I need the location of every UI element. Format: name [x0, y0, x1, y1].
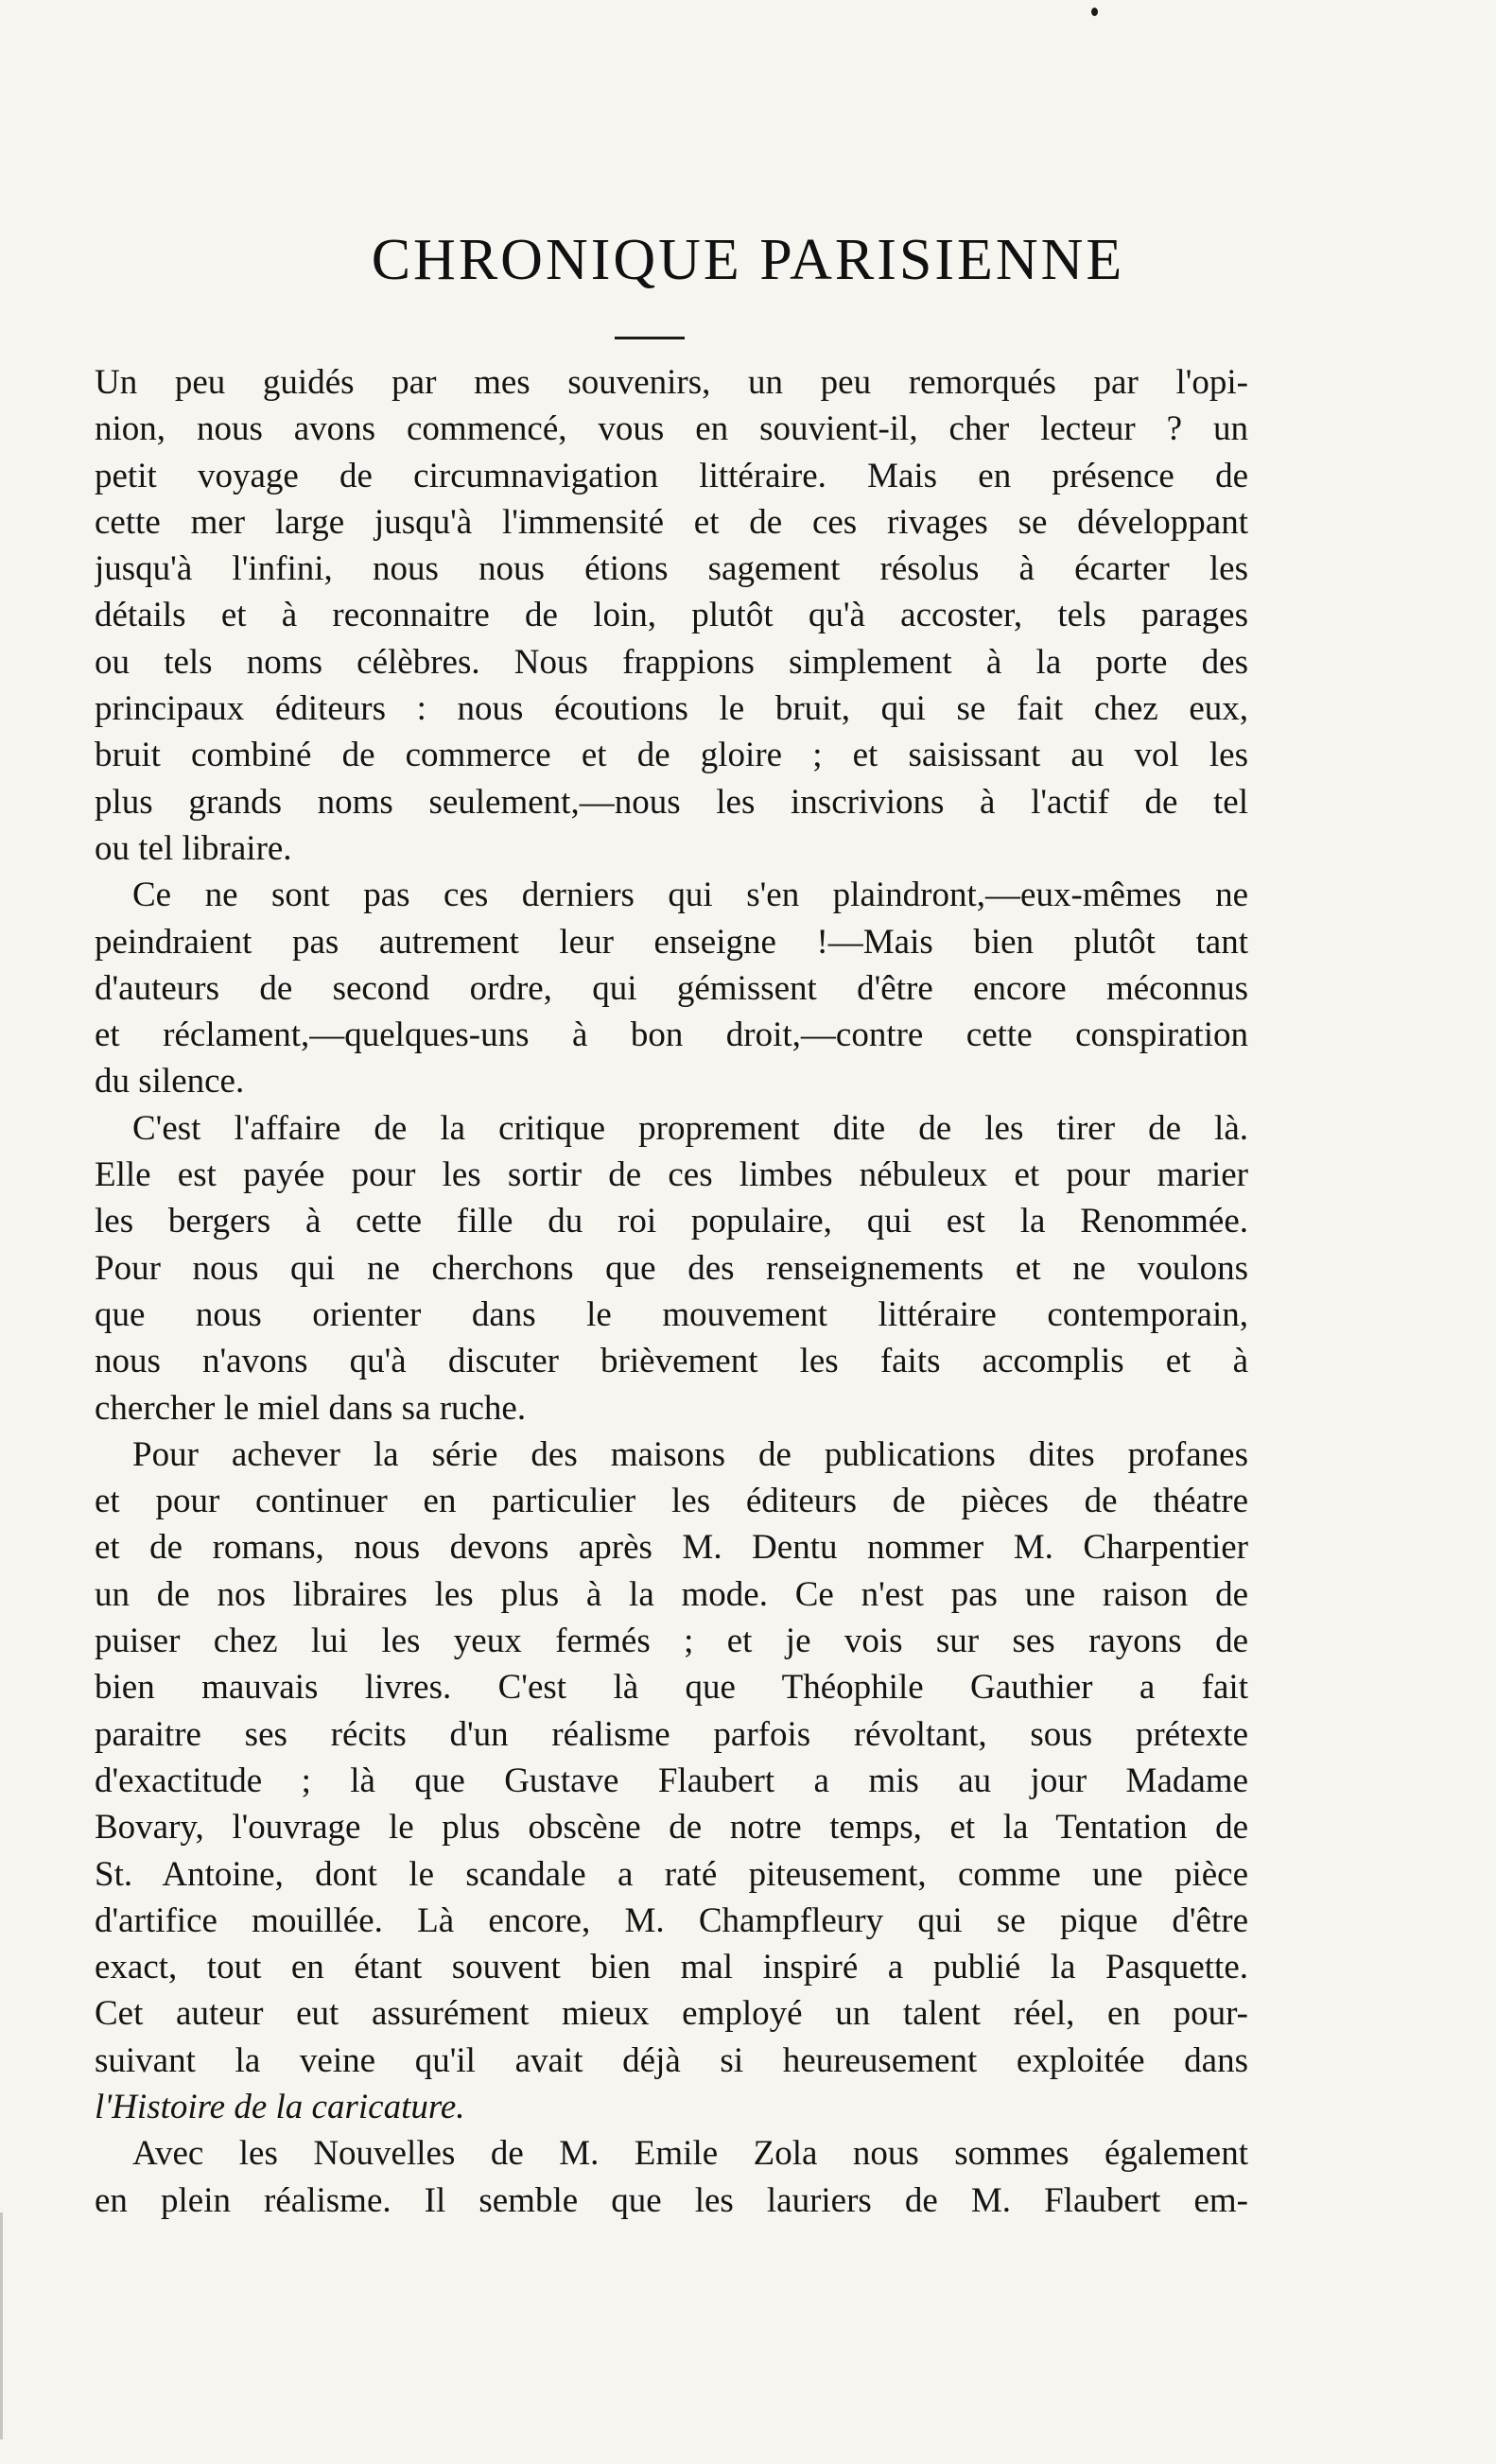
text-line: et réclament,—quelques-uns à bon droit,—contre cette conspiration	[95, 1015, 1248, 1055]
page-edge-shadow	[0, 2212, 3, 2439]
text-line: chercher le miel dans sa ruche.	[95, 1388, 527, 1428]
text-line: Bovary, l'ouvrage le plus obscène de notre temps, et la Tentation de	[95, 1808, 1248, 1848]
text-line: l'Histoire de la caricature.	[95, 2087, 465, 2126]
text-line: principaux éditeurs : nous écoutions le bruit, qui se fait chez eux,	[95, 689, 1248, 729]
text-line: peindraient pas autrement leur enseigne !—Mais bien plutôt tant	[95, 922, 1248, 962]
text-line: détails et à reconnaitre de loin, plutôt qu'à accoster, tels parages	[95, 596, 1248, 635]
text-line: et pour continuer en particulier les éditeurs de pièces de théatre	[95, 1482, 1248, 1521]
text-line: nous n'avons qu'à discuter brièvement les faits accomplis et à	[95, 1342, 1248, 1381]
title-rule	[615, 337, 685, 339]
text-line: un de nos libraires les plus à la mode. Ce n'est pas une raison de	[95, 1574, 1248, 1614]
text-line: Cet auteur eut assurément mieux employé un talent réel, en pour-	[95, 1994, 1248, 2034]
text-line: jusqu'à l'infini, nous nous étions sagement résolus à écarter les	[95, 549, 1248, 589]
text-line: en plein réalisme. Il semble que les lauriers de M. Flaubert em-	[95, 2180, 1248, 2220]
text-line: ou tel libraire.	[95, 828, 292, 868]
text-line: Pour nous qui ne cherchons que des renseignements et ne voulons	[95, 1248, 1248, 1288]
body-text	[95, 359, 1248, 2224]
text-line: Avec les Nouvelles de M. Emile Zola nous sommes également	[132, 2134, 1248, 2174]
text-line: bruit combiné de commerce et de gloire ; et saisissant au vol les	[95, 736, 1248, 775]
text-line: suivant la veine qu'il avait déjà si heureusement exploitée dans	[95, 2040, 1248, 2080]
text-line: Un peu guidés par mes souvenirs, un peu remorqués par l'opi-	[95, 363, 1248, 402]
text-line: bien mauvais livres. C'est là que Théophile Gauthier a fait	[95, 1668, 1248, 1708]
text-line: d'artifice mouillée. Là encore, M. Champfleury qui se pique d'être	[95, 1900, 1248, 1940]
text-line: petit voyage de circumnavigation littéraire. Mais en présence de	[95, 456, 1248, 495]
text-line: d'auteurs de second ordre, qui gémissent d'être encore méconnus	[95, 968, 1248, 1008]
text-line: plus grands noms seulement,—nous les inscrivions à l'actif de tel	[95, 782, 1248, 822]
text-line: Elle est payée pour les sortir de ces limbes nébuleux et pour marier	[95, 1155, 1248, 1195]
text-line: Pour achever la série des maisons de publications dites profanes	[132, 1434, 1248, 1474]
text-line: paraitre ses récits d'un réalisme parfois révoltant, sous prétexte	[95, 1714, 1248, 1754]
text-line: St. Antoine, dont le scandale a raté piteusement, comme une pièce	[95, 1854, 1248, 1894]
ink-speck	[1091, 8, 1098, 16]
text-line: puiser chez lui les yeux fermés ; et je vois sur ses rayons de	[95, 1622, 1248, 1661]
text-line: C'est l'affaire de la critique proprement dite de les tirer de là.	[132, 1108, 1248, 1148]
text-line: que nous orienter dans le mouvement littéraire contemporain,	[95, 1294, 1248, 1334]
text-line: d'exactitude ; là que Gustave Flaubert a mis au jour Madame	[95, 1761, 1248, 1800]
text-line: du silence.	[95, 1062, 245, 1102]
text-line: exact, tout en étant souvent bien mal inspiré a publié la Pasquette.	[95, 1948, 1248, 1987]
text-line: les bergers à cette fille du roi populaire, qui est la Renommée.	[95, 1202, 1248, 1241]
text-line: nion, nous avons commencé, vous en souvient-il, cher lecteur ? un	[95, 409, 1248, 449]
page-title: CHRONIQUE PARISIENNE	[371, 228, 1125, 292]
text-line: cette mer large jusqu'à l'immensité et de ces rivages se développant	[95, 502, 1248, 542]
text-line: et de romans, nous devons après M. Dentu nommer M. Charpentier	[95, 1528, 1248, 1568]
text-line: Ce ne sont pas ces derniers qui s'en plaindront,—eux-mêmes ne	[132, 876, 1248, 915]
text-line: ou tels noms célèbres. Nous frappions simplement à la porte des	[95, 642, 1248, 682]
